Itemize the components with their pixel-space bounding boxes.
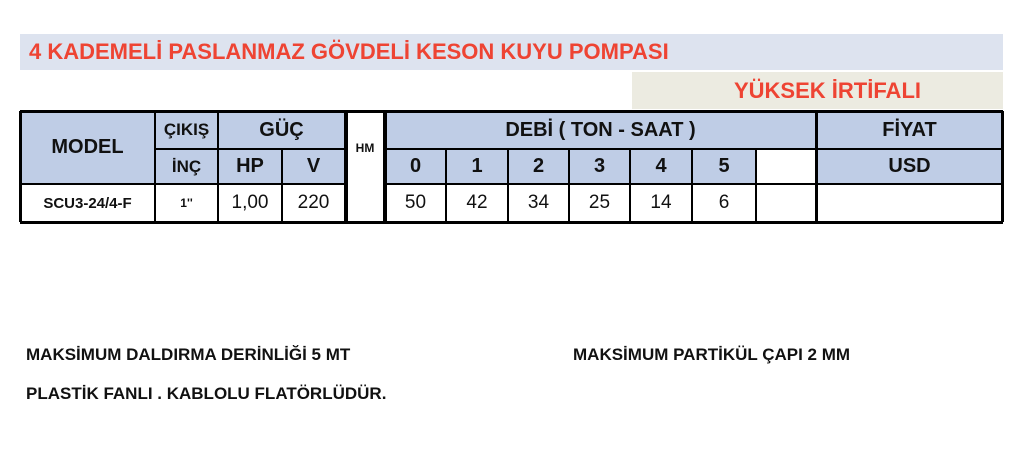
grid-h [385,183,1003,185]
grid-v [691,149,693,222]
row-v: 220 [297,192,330,213]
row-debi-value: 42 [466,192,488,213]
header-v: V [306,155,321,177]
row-debi-value: 14 [650,192,672,213]
header-usd: USD [888,155,931,177]
grid-v [815,111,818,222]
row-model: SCU3-24/4-F [43,194,132,212]
grid-v [19,111,22,222]
row-debi-value: 25 [588,192,611,213]
header-hm: HM [355,140,375,155]
header-debi: DEBİ ( TON - SAAT ) [505,118,696,141]
grid-v [383,111,387,222]
row-debi-value: 34 [527,192,550,213]
grid-v [568,149,570,222]
header-cikis: ÇIKIŞ [163,120,210,139]
grid-v [629,149,631,222]
grid-h [20,221,1003,224]
row-inc: 1'' [180,196,193,210]
grid-v [755,149,757,222]
header-fiyat: FİYAT [882,118,937,141]
grid-v [445,149,447,222]
grid-h [155,148,345,150]
footer-max-particle: MAKSİMUM PARTİKÜL ÇAPI 2 MM [573,345,851,364]
footer-plastic-fan: PLASTİK FANLI . KABLOLU FLATÖRLÜDÜR. [26,384,387,403]
grid-v [344,111,348,222]
grid-v [507,149,509,222]
header-debi-col: 3 [593,155,606,177]
header-model: MODEL [51,136,124,158]
header-debi-col: 0 [409,155,422,177]
row-debi-value: 50 [404,192,427,213]
header-debi-col: 1 [471,155,483,177]
row-debi-value: 6 [718,192,730,213]
grid-h [20,183,345,185]
grid-h [20,110,1003,113]
header-debi-col: 4 [655,155,667,177]
grid-v [154,111,156,222]
grid-v [217,111,219,222]
grid-v [281,149,283,222]
header-debi-col: 2 [532,155,545,177]
header-guc: GÜÇ [259,118,304,141]
header-inc: İNÇ [171,156,202,176]
footer-max-depth: MAKSİMUM DALDIRMA DERİNLİĞİ 5 MT [26,345,351,364]
header-debi-col: 5 [718,155,730,177]
row-hp: 1,00 [231,192,269,213]
row-usd [816,184,1003,222]
page-title: 4 KADEMELİ PASLANMAZ GÖVDELİ KESON KUYU POMPASI [20,34,1003,70]
grid-v [1001,111,1004,222]
header-hp: HP [236,155,264,177]
grid-h [385,148,1003,150]
page-subtitle: YÜKSEK İRTİFALI [632,72,1003,109]
